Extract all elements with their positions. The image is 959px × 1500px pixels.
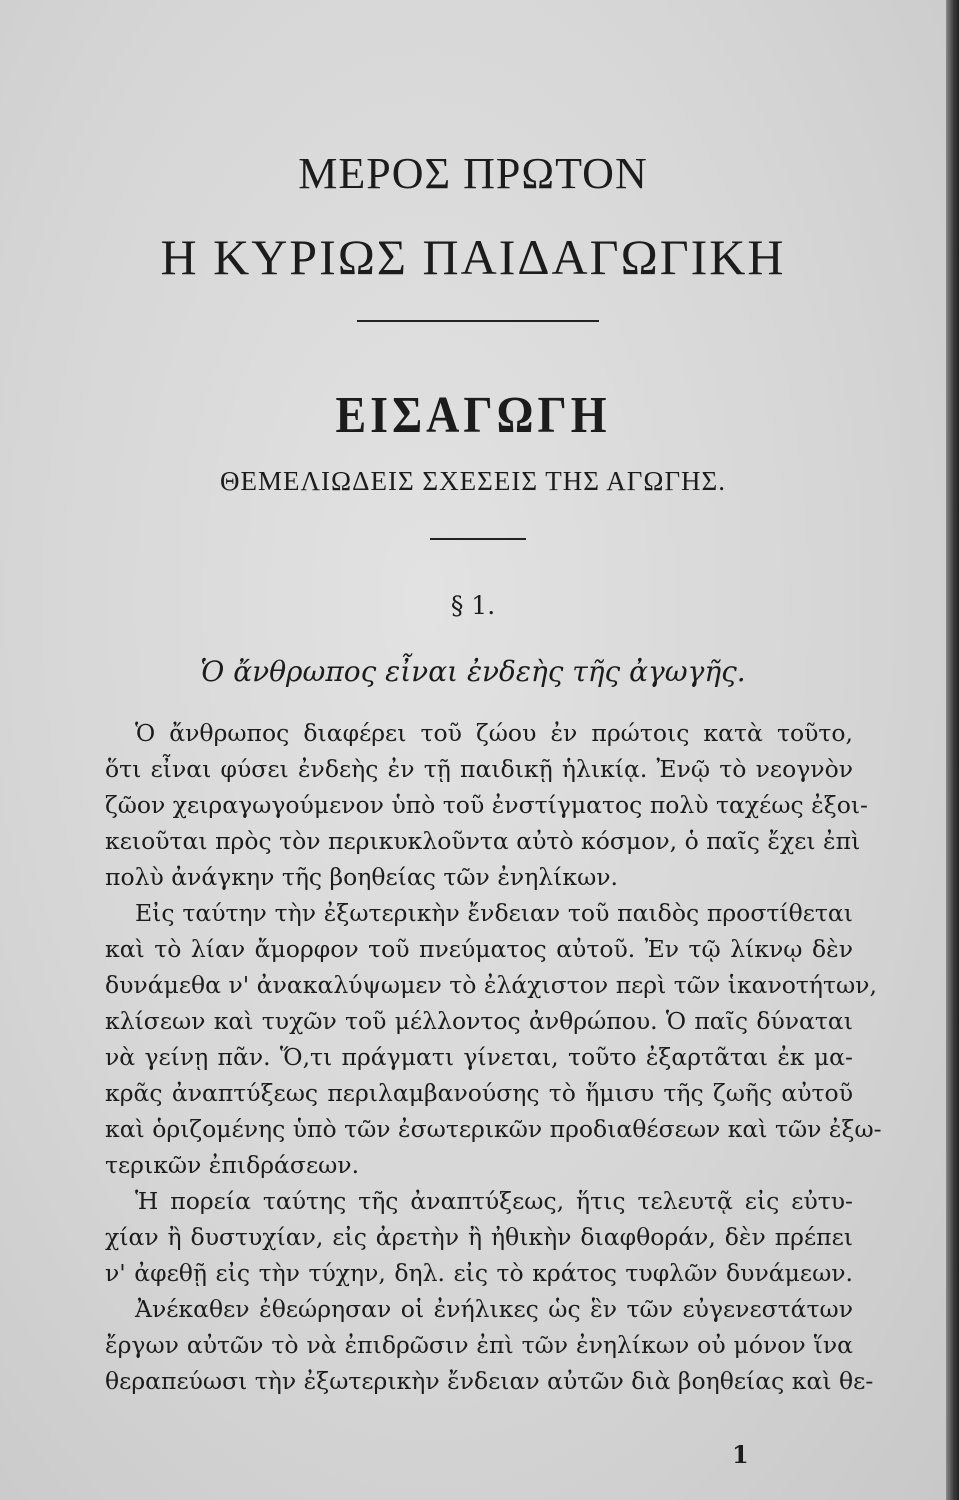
text-line: ἔργων αὐτῶν τὸ νὰ ἐπιδρῶσιν ἐπὶ τῶν ἐνηλίκων οὐ μόνον ἵνα bbox=[105, 1331, 853, 1359]
title-divider bbox=[357, 320, 599, 322]
text-line: κρᾶς ἀναπτύξεως περιλαμβανούσης τὸ ἥμισυ τῆς ζωῆς αὐτοῦ bbox=[105, 1079, 853, 1107]
text-line: ζῶον χειραγωγούμενον ὑπὸ τοῦ ἐνστίγματος πολὺ ταχέως ἐξοι- bbox=[105, 791, 868, 819]
introduction-title: ΕΙΣΑΓΩΓΗ bbox=[335, 385, 611, 444]
page-number: 1 bbox=[732, 1440, 749, 1469]
text-line: κειοῦται πρὸς τὸν περικυκλοῦντα αὐτὸ κόσμον, ὁ παῖς ἔχει ἐπὶ bbox=[105, 827, 861, 855]
section-number: § 1. bbox=[450, 591, 496, 620]
body-text bbox=[105, 715, 882, 1399]
text-line: καὶ ὁριζομένης ὑπὸ τῶν ἐσωτερικῶν προδιαθέσεων καὶ τῶν ἐξω- bbox=[105, 1115, 882, 1143]
text-line: ὅτι εἶναι φύσει ἐνδεὴς ἐν τῇ παιδικῇ ἡλικίᾳ. Ἐνῷ τὸ νεογνὸν bbox=[105, 755, 853, 783]
text-line: θεραπεύωσι τὴν ἐξωτερικὴν ἔνδειαν αὐτῶν διὰ βοηθείας καὶ θε- bbox=[105, 1367, 874, 1395]
introduction-subtitle: ΘΕΜΕΛΙΩΔΕΙΣ ΣΧΕΣΕΙΣ ΤΗΣ ΑΓΩΓΗΣ. bbox=[219, 466, 727, 496]
text-line: κλίσεων καὶ τυχῶν τοῦ μέλλοντος ἀνθρώπου. Ὁ παῖς δύναται bbox=[105, 1007, 853, 1035]
text-line: Εἰς ταύτην τὴν ἐξωτερικὴν ἔνδειαν τοῦ παιδὸς προστίθεται bbox=[135, 899, 853, 927]
main-title: Η ΚΥΡΙΩΣ ΠΑΙΔΑΓΩΓΙΚΗ bbox=[160, 229, 786, 285]
text-line: ν' ἀφεθῇ εἰς τὴν τύχην, δηλ. εἰς τὸ κράτος τυφλῶν δυνάμεων. bbox=[105, 1259, 853, 1287]
section-heading: Ὁ ἄνθρωπος εἶναι ἐνδεὴς τῆς ἀγωγῆς. bbox=[200, 655, 746, 688]
text-line: δυνάμεθα ν' ἀνακαλύψωμεν τὸ ἐλάχιστον περὶ τῶν ἱκανοτήτων, bbox=[105, 971, 877, 999]
page-edge bbox=[946, 0, 959, 1500]
part-title: ΜΕΡΟΣ ΠΡΩΤΟΝ bbox=[298, 149, 648, 198]
text-line: χίαν ἢ δυστυχίαν, εἰς ἀρετὴν ἢ ἠθικὴν διαφθοράν, δὲν πρέπει bbox=[105, 1223, 853, 1251]
text-line: πολὺ ἀνάγκην τῆς βοηθείας τῶν ἐνηλίκων. bbox=[105, 863, 619, 891]
text-line: καὶ τὸ λίαν ἄμορφον τοῦ πνεύματος αὐτοῦ. Ἐν τῷ λίκνῳ δὲν bbox=[105, 935, 853, 963]
text-line: τερικῶν ἐπιδράσεων. bbox=[105, 1151, 360, 1179]
section-divider bbox=[430, 538, 526, 540]
text-line: Ἡ πορεία ταύτης τῆς ἀναπτύξεως, ἥτις τελευτᾷ εἰς εὐτυ- bbox=[135, 1187, 853, 1215]
text-line: Ὁ ἄνθρωπος διαφέρει τοῦ ζώου ἐν πρώτοις κατὰ τοῦτο, bbox=[135, 719, 853, 747]
text-line: νὰ γείνῃ πᾶν. Ὅ,τι πράγματι γίνεται, τοῦτο ἐξαρτᾶται ἐκ μα- bbox=[105, 1043, 853, 1071]
text-line: Ἀνέκαθεν ἐθεώρησαν οἱ ἐνήλικες ὡς ἓν τῶν εὐγενεστάτων bbox=[135, 1295, 853, 1323]
